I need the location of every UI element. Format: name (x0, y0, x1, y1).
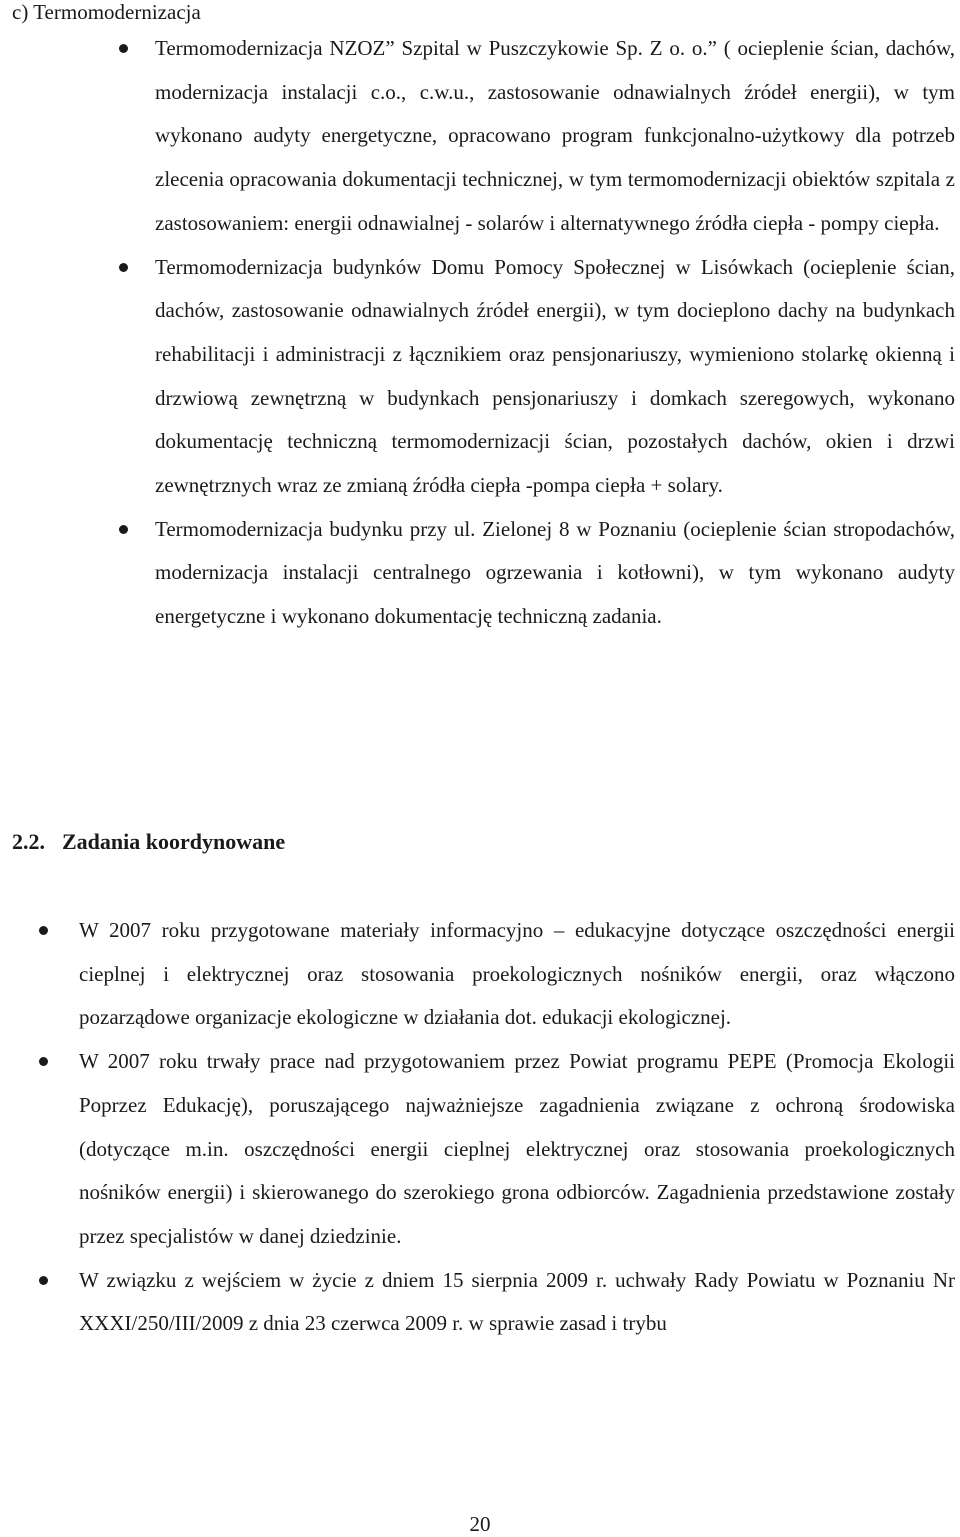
thermomodernization-list (155, 27, 955, 639)
subsection-heading: c) Termomodernizacja (12, 0, 201, 24)
list-item-text: Termomodernizacja NZOZ” Szpital w Puszczykowie Sp. Z o. o.” ( ocieplenie ścian, dachów, modernizacja instalacji c.o., c.w.u., zastosowanie odnawialnych źródeł energii), w tym wykonano audyty energetyczne, opracowano program funkcjonalno-użytkowy dla potrzeb zlecenia opracowania dokumentacji technicznej, w tym termomodernizacji obiektów szpitala z zastosowaniem: energii odnawialnej - solarów i alternatywnego źródła ciepła - pompy ciepła. (155, 36, 955, 235)
coordinated-tasks-list (79, 909, 955, 1346)
bullet-icon (119, 525, 128, 534)
bullet-icon (39, 926, 48, 935)
bullet-icon (39, 1276, 48, 1285)
section-number: 2.2. (12, 829, 45, 854)
list-item (155, 508, 955, 639)
list-item-text: Termomodernizacja budynków Domu Pomocy Społecznej w Lisówkach (ocieplenie ścian, dachów, zastosowanie odnawialnych źródeł energii), w tym docieplono dachy na budynkach rehabilitacji i administracji z łącznikiem oraz pensjonariuszy, wymieniono stolarkę okienną i drzwiową zewnętrzną w budynkach pensjonariuszy i domkach szeregowych, wykonano dokumentację techniczną termomodernizacji ścian, pozostałych dachów, okien i drzwi zewnętrznych wraz ze zmianą źródła ciepła -pompa ciepła + solary. (155, 254, 955, 498)
list-item-text: W 2007 roku przygotowane materiały informacyjno – edukacyjne dotyczące oszczędności energii cieplnej i elektrycznej oraz stosowania proekologicznych nośników energii, oraz włączono pozarządowe organizacje ekologiczne w działania dot. edukacji ekologicznej. (79, 918, 955, 1030)
list-item-text: W związku z wejściem w życie z dniem 15 sierpnia 2009 r. uchwały Rady Powiatu w Poznaniu Nr XXXI/250/III/2009 z dnia 23 czerwca 2009 r. w sprawie zasad i trybu (79, 1267, 955, 1336)
list-item-text: Termomodernizacja budynku przy ul. Zielonej 8 w Poznaniu (ocieplenie ścian stropodachów, modernizacja instalacji centralnego ogrzewania i kotłowni), w tym wykonano audyty energetyczne i wykonano dokumentację techniczną zadania. (155, 516, 955, 629)
section-heading (12, 826, 285, 858)
section-title: Zadania koordynowane (62, 829, 286, 854)
bullet-icon (39, 1057, 48, 1066)
list-item (79, 1259, 955, 1346)
page-number: 20 (469, 1512, 491, 1536)
list-item (155, 246, 955, 508)
list-item (79, 1040, 955, 1259)
bullet-icon (119, 263, 128, 272)
list-item (155, 27, 955, 246)
list-item-text: W 2007 roku trwały prace nad przygotowaniem przez Powiat programu PEPE (Promocja Ekologii Poprzez Edukację), poruszającego najważniejsze zagadnienia związane z ochroną środowiska (dotyczące m.in. oszczędności energii cieplnej elektrycznej oraz stosowania proekologicznych nośników energii) i skierowanego do szerokiego grona odbiorców. Zagadnienia przedstawione zostały przez specjalistów w danej dziedzinie. (79, 1049, 955, 1248)
bullet-icon (119, 44, 128, 53)
list-item (79, 909, 955, 1040)
